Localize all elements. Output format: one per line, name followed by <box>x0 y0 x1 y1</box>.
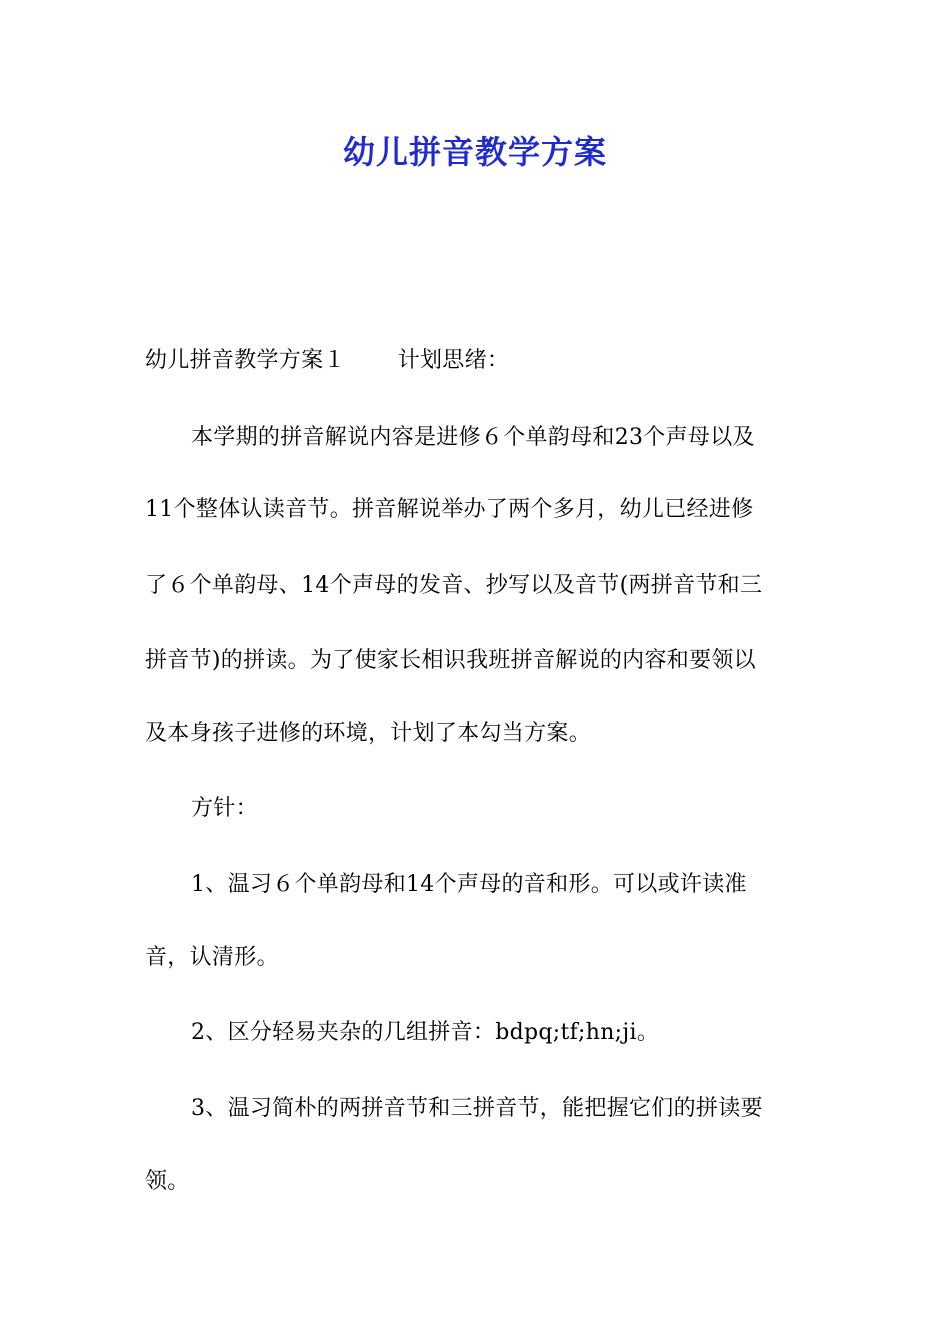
item-2-line-1: 2、区分轻易夹杂的几组拼音：bdpq;tf;hn;ji。 <box>191 1020 660 1045</box>
item-1-line-1: 1、温习６个单韵母和14个声母的音和形。可以或许读准 <box>191 872 747 897</box>
item-1-line-2: 音，认清形。 <box>145 945 279 970</box>
document-title: 幼儿拼音教学方案 <box>342 133 607 171</box>
heading-section: 计划思绪： <box>397 348 510 373</box>
aim-label: 方针： <box>191 796 258 821</box>
paragraph-1-line-1: 本学期的拼音解说内容是进修６个单韵母和23个声母以及 <box>191 425 755 450</box>
paragraph-1-line-2: 11个整体认读音节。拼音解说举办了两个多月，幼儿已经进修 <box>145 497 754 522</box>
paragraph-1-line-5: 及本身孩子进修的环境，计划了本勾当方案。 <box>145 721 592 746</box>
heading-label: 幼儿拼音教学方案１ <box>145 348 346 373</box>
heading-line <box>145 341 509 381</box>
paragraph-1-line-3: 了６个单韵母、14个声母的发音、抄写以及音节(两拼音节和三 <box>145 573 763 598</box>
item-3-line-2: 领。 <box>145 1169 190 1194</box>
item-3-line-1: 3、温习简朴的两拼音节和三拼音节，能把握它们的拼读要 <box>191 1096 763 1121</box>
paragraph-1-line-4: 拼音节)的拼读。为了使家长相识我班拼音解说的内容和要领以 <box>145 648 756 673</box>
